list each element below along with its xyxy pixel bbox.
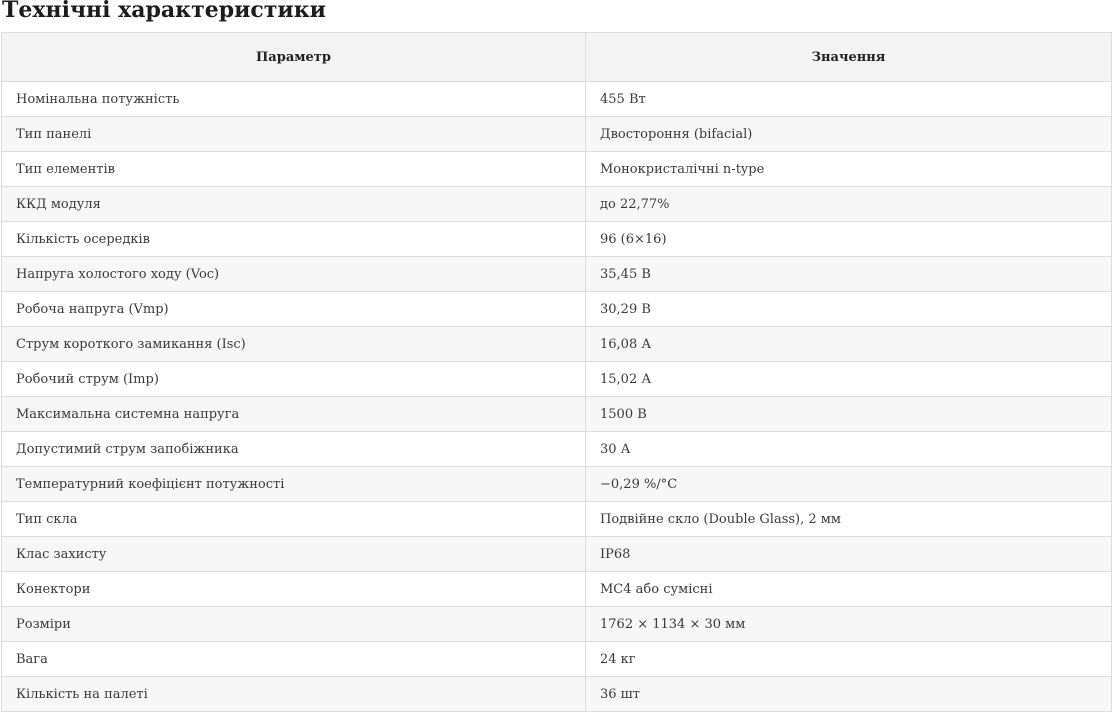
parameter-cell: Тип панелі	[2, 117, 586, 152]
value-cell: Монокристалічні n-type	[586, 152, 1112, 187]
value-cell: 455 Вт	[586, 82, 1112, 117]
table-row	[2, 187, 1112, 222]
value-cell: 15,02 А	[586, 362, 1112, 397]
table-header-row	[2, 33, 1112, 82]
table-row	[2, 607, 1112, 642]
table-row	[2, 362, 1112, 397]
value-cell: Подвійне скло (Double Glass), 2 мм	[586, 502, 1112, 537]
parameter-cell: Максимальна системна напруга	[2, 397, 586, 432]
value-cell: 24 кг	[586, 642, 1112, 677]
value-cell: IP68	[586, 537, 1112, 572]
parameter-cell: Номінальна потужність	[2, 82, 586, 117]
parameter-cell: Конектори	[2, 572, 586, 607]
parameter-cell: Тип елементів	[2, 152, 586, 187]
table-row	[2, 82, 1112, 117]
table-row	[2, 677, 1112, 712]
parameter-cell: Кількість на палеті	[2, 677, 586, 712]
parameter-cell: Струм короткого замикання (Isc)	[2, 327, 586, 362]
table-row	[2, 467, 1112, 502]
parameter-cell: Розміри	[2, 607, 586, 642]
value-cell: 30,29 В	[586, 292, 1112, 327]
table-row	[2, 327, 1112, 362]
parameter-cell: Клас захисту	[2, 537, 586, 572]
table-row	[2, 537, 1112, 572]
table-row	[2, 572, 1112, 607]
parameter-cell: Температурний коефіцієнт потужності	[2, 467, 586, 502]
value-cell: 36 шт	[586, 677, 1112, 712]
value-cell: Двостороння (bifacial)	[586, 117, 1112, 152]
parameter-cell: Тип скла	[2, 502, 586, 537]
parameter-cell: Вага	[2, 642, 586, 677]
parameter-cell: Кількість осередків	[2, 222, 586, 257]
value-cell: 96 (6×16)	[586, 222, 1112, 257]
parameter-cell: Напруга холостого ходу (Voc)	[2, 257, 586, 292]
table-row	[2, 642, 1112, 677]
table-row	[2, 152, 1112, 187]
parameter-cell: Допустимий струм запобіжника	[2, 432, 586, 467]
column-header-parameter: Параметр	[2, 33, 586, 82]
table-row	[2, 432, 1112, 467]
specs-table	[1, 32, 1112, 712]
value-cell: 35,45 В	[586, 257, 1112, 292]
table-row	[2, 222, 1112, 257]
table-row	[2, 292, 1112, 327]
table-row	[2, 397, 1112, 432]
parameter-cell: ККД модуля	[2, 187, 586, 222]
column-header-value: Значення	[586, 33, 1112, 82]
table-row	[2, 502, 1112, 537]
value-cell: до 22,77%	[586, 187, 1112, 222]
value-cell: −0,29 %/°C	[586, 467, 1112, 502]
parameter-cell: Робочий струм (Imp)	[2, 362, 586, 397]
table-row	[2, 257, 1112, 292]
value-cell: 16,08 А	[586, 327, 1112, 362]
value-cell: 1500 В	[586, 397, 1112, 432]
value-cell: 30 А	[586, 432, 1112, 467]
value-cell: MC4 або сумісні	[586, 572, 1112, 607]
value-cell: 1762 × 1134 × 30 мм	[586, 607, 1112, 642]
parameter-cell: Робоча напруга (Vmp)	[2, 292, 586, 327]
section-title: Технічні характеристики	[2, 0, 326, 23]
table-row	[2, 117, 1112, 152]
